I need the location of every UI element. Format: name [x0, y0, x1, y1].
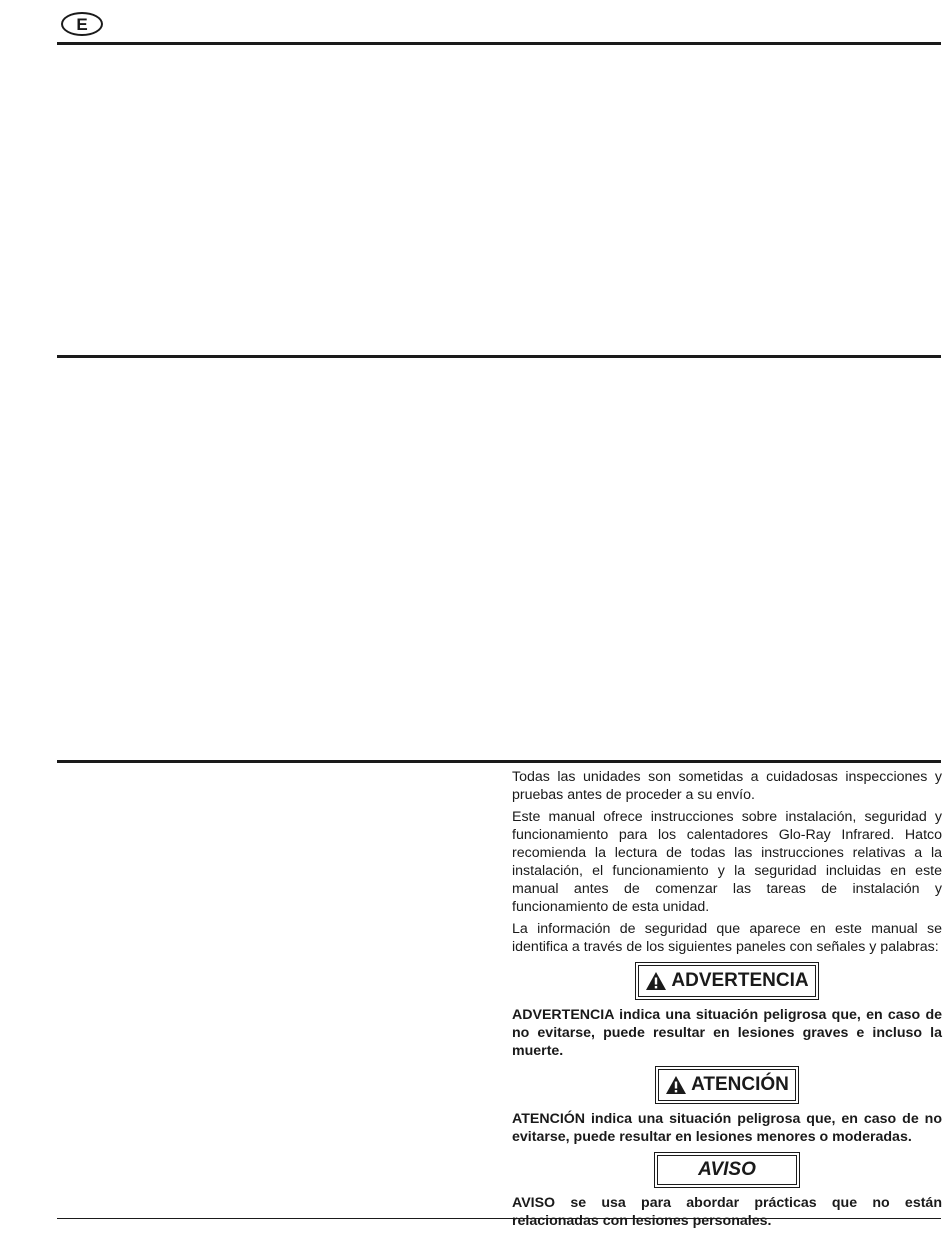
language-badge: E — [61, 12, 103, 36]
advertencia-label: ADVERTENCIA — [671, 970, 809, 991]
aviso-signal-frame — [654, 1152, 800, 1188]
aviso-description: AVISO se usa para abordar prácticas que no están relacionadas con lesiones personales. — [512, 1195, 942, 1229]
advertencia-signal-frame — [635, 962, 818, 1000]
warning-triangle-icon — [645, 971, 667, 991]
advertencia-signal-inner — [638, 965, 815, 997]
aviso-signal — [512, 1152, 942, 1188]
advertencia-signal — [512, 962, 942, 1000]
intro-column — [512, 768, 942, 1234]
atencion-signal-inner — [658, 1069, 796, 1101]
intro-paragraph-safety-info: La información de seguridad que aparece en este manual se identifica a través de los siguientes paneles con señales y palabras: — [512, 921, 942, 955]
aviso-signal-inner — [657, 1155, 797, 1185]
top-rule — [57, 42, 941, 45]
warning-triangle-icon — [665, 1075, 687, 1095]
advertencia-description: ADVERTENCIA indica una situación peligrosa que, en caso de no evitarse, puede resultar en lesiones graves e incluso la muerte. — [512, 1007, 942, 1059]
aviso-label: AVISO — [698, 1159, 756, 1180]
intro-paragraph-manual: Este manual ofrece instrucciones sobre instalación, seguridad y funcionamiento para los calentadores Glo-Ray Infrared. Hatco recomienda la lectura de todas las instrucciones relativas a la instalación, el funcionamiento y la seguridad incluidas en este manual antes de comenzar las tareas de instalación y funcionamiento de esta unidad. — [512, 809, 942, 915]
atencion-description: ATENCIÓN indica una situación peligrosa que, en caso de no evitarse, puede resultar en lesiones menores o moderadas. — [512, 1111, 942, 1145]
atencion-signal-frame — [655, 1066, 799, 1104]
atencion-signal — [512, 1066, 942, 1104]
section-rule-1 — [57, 355, 941, 358]
atencion-label: ATENCIÓN — [691, 1074, 789, 1095]
intro-paragraph-inspection: Todas las unidades son sometidas a cuidadosas inspecciones y pruebas antes de proceder a su envío. — [512, 769, 942, 803]
section-rule-2 — [57, 760, 941, 763]
